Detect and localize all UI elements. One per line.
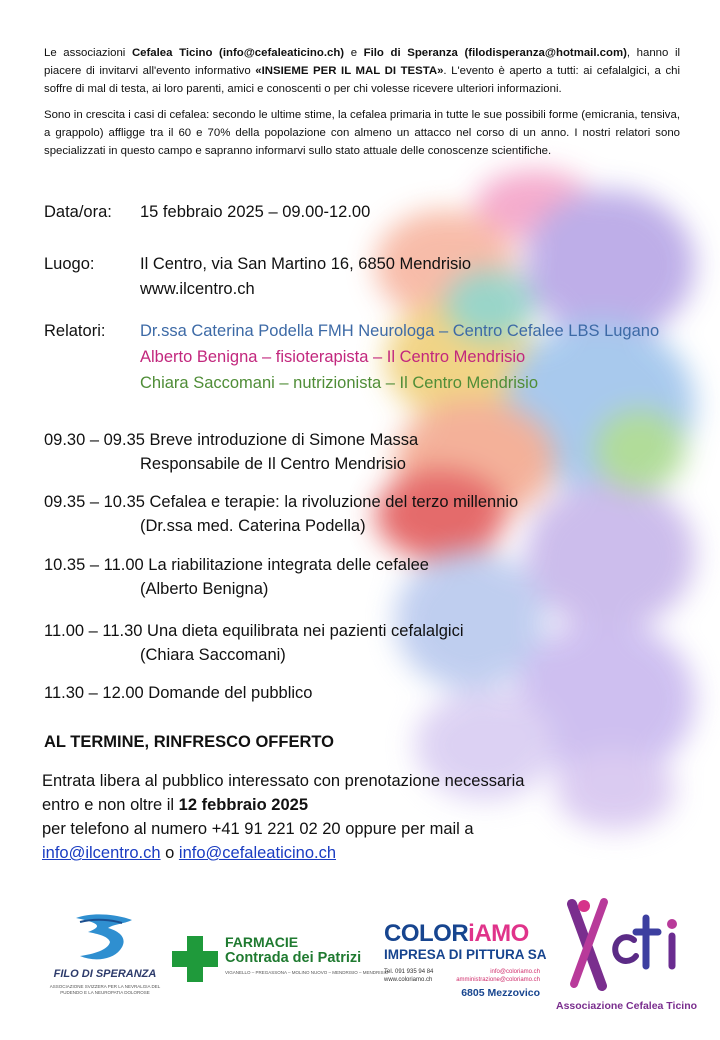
program-item: [44, 490, 518, 538]
logo-associazione-cefalea-ticino: [556, 896, 696, 1016]
program-time-title: 09.35 – 10.35 Cefalea e terapie: la rivoluzione del terzo millennio: [44, 493, 519, 511]
intro-paragraph-1: Le associazioni Cefalea Ticino (info@cefaleaticino.ch) e Filo di Speranza (filodisperanza@hotmail.com), hanno il piacere di invitarvi all'evento informativo «INSIEME PER IL MAL DI TESTA». L'evento è aperto a tutti: ai cefalalgici, a chi soffre di mal di testa, ai loro parenti, amici e conoscenti o per chi volesse ricevere ulteriori informazioni.: [44, 47, 681, 95]
speaker-3: Chiara Saccomani – nutrizionista – Il Centro Mendrisio: [140, 374, 539, 392]
farmacie-title: FARMACIE: [225, 934, 299, 950]
coloriamo-web: www.coloriamo.ch: [384, 977, 433, 983]
registration-line-3: per telefono al numero +41 91 221 02 20 oppure per mail a: [42, 820, 474, 838]
program-item: [44, 553, 429, 601]
program-item: [44, 428, 418, 476]
coloriamo-email-2: amministrazione@coloriamo.ch: [456, 977, 540, 983]
place-value: Il Centro, via San Martino 16, 6850 Mendrisio: [140, 255, 472, 273]
pharmacy-cross-icon: [172, 936, 218, 982]
logo-coloriamo: [384, 920, 547, 1000]
place-website[interactable]: www.ilcentro.ch: [140, 280, 255, 298]
acti-mark-icon: [562, 896, 690, 992]
logo-farmacie: [172, 934, 389, 982]
program-detail: (Dr.ssa med. Caterina Podella): [140, 517, 366, 535]
farmacie-name: Contrada dei Patrizi: [225, 950, 362, 966]
program-time-title: 09.30 – 09.35 Breve introduzione di Simone Massa: [44, 431, 419, 449]
farmacie-locations: VIGANELLO – PREGASSONA – MOLINO NUOVO – MENDRISIO – MENDRISIO: [225, 970, 389, 975]
date-row: [44, 200, 644, 224]
program-time-title: 10.35 – 11.00 La riabilitazione integrata delle cefalee: [44, 556, 429, 574]
intro-text: [44, 44, 680, 160]
coloriamo-phone: Tel. 091 935 94 84: [384, 969, 434, 975]
logo-filo-di-speranza: [40, 908, 170, 998]
filo-di-speranza-name: FILO DI SPERANZA: [53, 968, 157, 980]
program-item: [44, 619, 464, 667]
date-value: 15 febbraio 2025 – 09.00-12.00: [140, 203, 371, 221]
registration-emails: info@ilcentro.ch o info@cefaleaticino.ch: [42, 844, 337, 862]
deadline-date: 12 febbraio 2025: [178, 796, 308, 814]
speakers-label: Relatori:: [44, 322, 106, 340]
program-time-title: 11.30 – 12.00 Domande del pubblico: [44, 684, 313, 702]
speakers-row: [44, 319, 684, 395]
registration-line-2: entro e non oltre il 12 febbraio 2025: [42, 796, 308, 814]
filo-di-speranza-icon: [70, 910, 138, 964]
date-label: Data/ora:: [44, 203, 112, 221]
program-time-title: 11.00 – 11.30 Una dieta equilibrata nei pazienti cefalalgici: [44, 622, 464, 640]
refreshment-title: AL TERMINE, RINFRESCO OFFERTO: [44, 733, 334, 751]
coloriamo-name: COLORiAMO: [384, 920, 529, 947]
speaker-2: Alberto Benigna – fisioterapista – Il Centro Mendrisio: [140, 348, 526, 366]
registration-info: [42, 769, 524, 865]
place-row: [44, 252, 644, 300]
coloriamo-subtitle: IMPRESA DI PITTURA SA: [384, 947, 547, 962]
coloriamo-email-1: info@coloriamo.ch: [490, 969, 540, 975]
registration-line-1: Entrata libera al pubblico interessato con prenotazione necessaria: [42, 772, 525, 790]
email-link-cefaleaticino[interactable]: info@cefaleaticino.ch: [178, 844, 337, 862]
program-detail: (Chiara Saccomani): [140, 646, 286, 664]
program-detail: (Alberto Benigna): [140, 580, 269, 598]
coloriamo-location: 6805 Mezzovico: [461, 987, 540, 999]
intro-paragraph-2: Sono in crescita i casi di cefalea: secondo le ultime stime, la cefalea primaria in tutte le sue possibili forme (emicrania, tensiva, a grappolo) affligge tra il 60 e 70% della popolazione con almeno un attacco nel corso di un anno. I nostri relatori sono specializzati in questo campo e sapranno informarvi sullo stato attuale delle conoscenze scientifiche.: [44, 109, 680, 157]
place-label: Luogo:: [44, 255, 95, 273]
filo-di-speranza-subtitle: ASSOCIAZIONE SVIZZERA PER LA NEVRALGIA DEL PUDENDO E LA NEUROPATIA DOLOROSE: [49, 984, 161, 995]
email-link-ilcentro[interactable]: info@ilcentro.ch: [42, 844, 161, 862]
program-detail: Responsabile de Il Centro Mendrisio: [140, 455, 406, 473]
speaker-1: Dr.ssa Caterina Podella FMH Neurologa – Centro Cefalee LBS Lugano: [140, 322, 660, 340]
program-item: [44, 681, 312, 705]
acti-name: Associazione Cefalea Ticino: [556, 1000, 698, 1012]
